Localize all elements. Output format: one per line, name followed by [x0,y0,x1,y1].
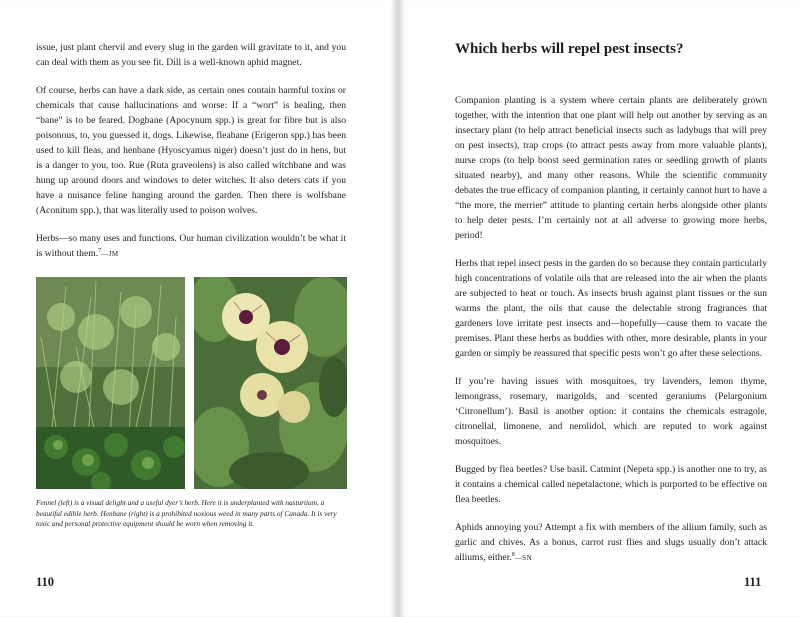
left-paragraph-2: Of course, herbs can have a dark side, as certain ones contain harmful toxins or chemicals that cause hallucinations and worse: If a “wort” is healing, then “bane” is to be feared. Dogbane (Apocynum spp.) is great for fibre but is also poisonous, to, you guessed it, dogs. Likewise, fleabane (Erigeron spp.) has been used to kill fleas, and henbane (Hyoscyamus niger) doesn’t just do in hens, but is a danger to you, too. Rue (Ruta graveolens) is also called witchbane and was hung up around doors and windows to deter witches. It also deters cats if you have a nuisance feline hanging around the garden. Then there is wolfsbane (Aconitum spp.), that was literally used to poison wolves. [36,85,346,216]
photo-pair [36,277,347,489]
right-paragraph-3: If you’re having issues with mosquitoes, try lavenders, lemon thyme, lemongrass, rosemary, marigolds, and scented geraniums (Pelargonium ‘Citronellum’). Basil is another option: it contains the chemicals estragole, citronellal, limonene, and nerolidol, which are reputed to work against mosquitoes. [455,376,767,447]
left-paragraph-3-text: Herbs—so many uses and functions. Our human civilization wouldn’t be what it is without them. [36,233,346,259]
left-paragraph-1: issue, just plant chervil and every slug in the garden will gravitate to it, and you can deal with them as you see fit. Dill is a well-known aphid magnet. [36,42,346,68]
fennel-photo [36,277,185,489]
right-page-number: 111 [744,575,762,589]
right-paragraph-5-text: Aphids annoying you? Attempt a fix with members of the allium family, such as garlic and chives. As a bonus, carrot rust flies and slugs usually don’t attack alliums, either. [455,522,767,563]
left-paragraph-3 [36,231,346,262]
fennel-illustration [36,277,185,489]
left-page-number: 110 [36,575,55,589]
right-paragraph-2: Herbs that repel insect pests in the garden do so because they contain particularly high concentrations of volatile oils that are released into the air when the plants are subjected to heat or touch. As insects brush against plant tissues or the sun warms the plant, the oils that cause the delectable strong fragrances that gardeners love irritate pest insects and—hopefully—cause them to vacate the premises. Plant these herbs as buddies with other, more desirable, plants in your garden or simply be reassured that specific pests won’t go after these selections. [455,258,767,359]
author-signature-sn: —SN [514,554,533,562]
footnote-marker-8: 8 [511,551,515,558]
right-text-column [455,40,767,579]
henbane-photo [194,277,347,489]
section-heading: Which herbs will repel pest insects? [455,41,684,57]
footnote-marker-7: 7 [98,247,102,254]
author-signature-jm: —JM [101,250,119,258]
left-text-column [36,40,346,275]
right-paragraph-5 [455,520,767,566]
right-paragraph-1: Companion planting is a system where certain plants are deliberately grown together, with the intention that one plant will help out another by serving as an insectary plant (to help attract beneficial insects such as ladybugs that will prey on pest insects), trap crops (to attract pests away from more valuable plants), nurse crops (to help boost seed germination rates or seedling growth of plants situated nearby), and many other reasons. While the scientific community debates the true efficacy of companion planting, it certainly cannot hurt to have a “the more, the merrier” attitude to planting certain herbs alongside other plants to help deter pests. I’m certainly not at all adverse to growing more herbs, period! [455,95,767,241]
henbane-illustration [194,277,347,489]
right-paragraph-4: Bugged by flea beetles? Use basil. Catmint (Nepeta spp.) is another one to try, as it contains a chemical called nepetalactone, which is purported to be effective on flea beetles. [455,464,767,505]
photo-caption: Fennel (left) is a visual delight and a useful dyer’s herb. Here it is underplanted with nasturtium, a beautiful edible herb. Henbane (right) is a prohibited noxious weed in many parts of Canada. It is very toxic and personal protective equipment should be worn when removing it. [36,498,337,528]
